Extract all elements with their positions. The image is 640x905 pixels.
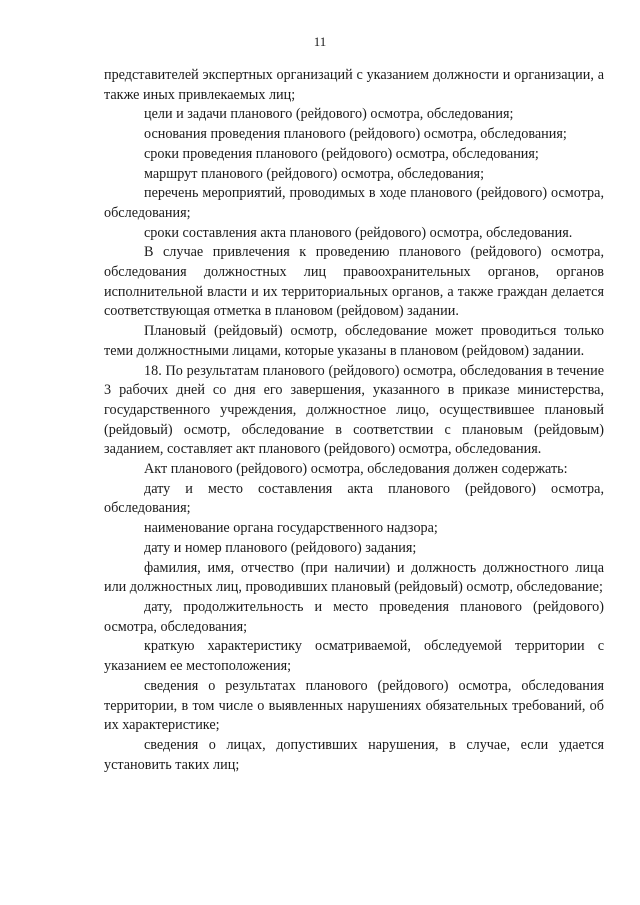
paragraph: перечень мероприятий, проводимых в ходе планового (рейдового) осмотра, обследования;	[104, 185, 604, 221]
paragraph: Плановый (рейдовый) осмотр, обследование может проводиться только теми должностными лицами, которые указаны в плановом (рейдовом) задании.	[104, 323, 604, 359]
paragraph: В случае привлечения к проведению планового (рейдового) осмотра, обследования должностных лиц правоохранительных органов, органов исполнительной власти и их территориальных органов, а также граждан делается соответствующая отметка в плановом (рейдовом) задании.	[104, 244, 604, 320]
paragraph: сроки проведения планового (рейдового) осмотра, обследования;	[144, 145, 539, 162]
paragraph: цели и задачи планового (рейдового) осмотра, обследования;	[144, 106, 514, 123]
paragraph: представителей экспертных организаций с указанием должности и организации, а также иных привлекаемых лиц;	[104, 67, 604, 103]
paragraph: дату и место составления акта планового (рейдового) осмотра, обследования;	[104, 480, 604, 517]
paragraph: наименование органа государственного надзора;	[144, 520, 438, 537]
paragraph: маршрут планового (рейдового) осмотра, обследования;	[144, 165, 485, 182]
paragraph: сроки составления акта планового (рейдового) осмотра, обследования.	[144, 224, 573, 241]
paragraph: Акт планового (рейдового) осмотра, обследования должен содержать:	[144, 461, 568, 478]
paragraph: краткую характеристику осматриваемой, обследуемой территории с указанием ее местоположения;	[104, 638, 604, 675]
paragraph: фамилия, имя, отчество (при наличии) и должность должностного лица или должностных лиц, проводивших плановый (рейдовый) осмотр, обследование;	[104, 559, 604, 596]
document-body	[104, 66, 604, 775]
paragraph: основания проведения планового (рейдового) осмотра, обследования;	[144, 126, 567, 143]
paragraph: сведения о лицах, допустивших нарушения, в случае, если удается установить таких лиц;	[104, 736, 604, 773]
page-number: 11	[313, 34, 327, 49]
paragraph: дату и номер планового (рейдового) задания;	[144, 539, 417, 556]
paragraph: сведения о результатах планового (рейдового) осмотра, обследования территории, в том числе о выявленных нарушениях обязательных требований, об их характеристике;	[104, 677, 604, 734]
paragraph: дату, продолжительность и место проведения планового (рейдового) осмотра, обследования;	[104, 598, 604, 635]
paragraph: 18. По результатам планового (рейдового) осмотра, обследования в течение 3 рабочих дней со дня его завершения, указанного в приказе министерства, государственного учреждения, должностное лицо, осуществившее плановый (рейдовый) осмотр, обследование в соответствии с плановым (рейдовым) заданием, составляет акт планового (рейдового) осмотра, обследования.	[104, 362, 604, 458]
